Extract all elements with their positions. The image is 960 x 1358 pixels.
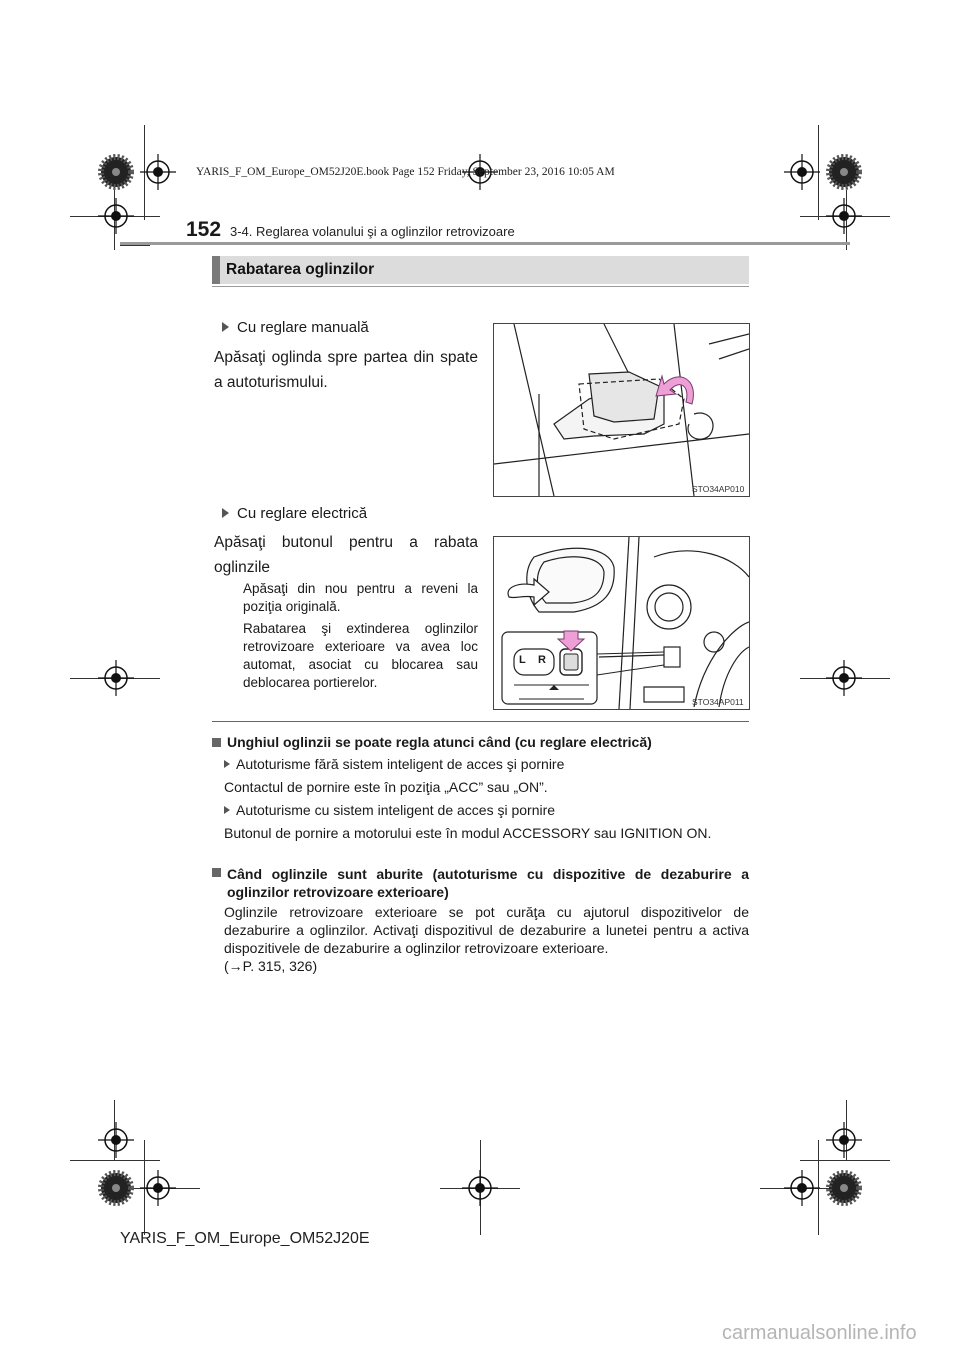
- manual-heading: [222, 319, 369, 336]
- info1-item2-label-text: Autoturisme cu sistem inteligent de acces şi pornire: [236, 802, 556, 818]
- section-divider: [212, 721, 749, 722]
- switch-right-label: R: [538, 654, 546, 666]
- section-header: [212, 256, 749, 284]
- info2-title-text: Când oglinzile sunt aburite (autoturisme cu dispozitive de dezaburire a oglinzilor retrovizoare exterioare): [227, 866, 749, 900]
- info2-ref: (→P. 315, 326): [224, 958, 318, 974]
- info2-title: [212, 865, 749, 901]
- chapter-title: 3-4. Reglarea volanului şi a oglinzilor retrovizoare: [230, 224, 515, 239]
- electric-heading-label: Cu reglare electrică: [237, 505, 368, 522]
- info1-title-text: Unghiul oglinzii se poate regla atunci când (cu reglare electrică): [227, 734, 652, 750]
- info1-item1-text: Contactul de pornire este în poziţia „ACC” sau „ON”.: [224, 779, 548, 795]
- section-rule: [212, 286, 749, 287]
- info1-item1-label-text: Autoturisme fără sistem inteligent de acces şi pornire: [236, 756, 565, 772]
- mirror-fold-illustration: [494, 324, 749, 496]
- info1-title: [212, 733, 749, 751]
- info1-item2-text: Butonul de pornire a motorului este în modul ACCESSORY sau IGNITION ON.: [224, 825, 712, 841]
- figure-code: STO34AP010: [692, 484, 745, 494]
- electric-heading: [222, 505, 367, 522]
- document-code: YARIS_F_OM_Europe_OM52J20E: [120, 1230, 370, 1247]
- arrow-bullet-icon: [222, 322, 229, 332]
- switch-left-label: L: [519, 654, 526, 666]
- square-bullet-icon: [212, 738, 221, 747]
- section-title: Rabatarea oglinzilor: [226, 261, 375, 278]
- square-bullet-icon: [212, 868, 221, 877]
- figure-manual-mirror: [493, 323, 750, 497]
- mirror-switch-illustration: [494, 537, 749, 709]
- electric-text: Apăsaţi butonul pentru a rabata oglinzile: [214, 534, 478, 576]
- manual-text: Apăsaţi oglinda spre partea din spate a autoturismului.: [214, 349, 478, 391]
- figure-electric-mirror: [493, 536, 750, 710]
- arrow-bullet-icon: [224, 760, 230, 768]
- arrow-bullet-icon: [222, 508, 229, 518]
- info1-item2-label: [224, 801, 749, 819]
- header-rule: [120, 242, 850, 245]
- electric-note-2: Rabatarea şi extinderea oglinzilor retrovizoare exterioare va avea loc automat, asociat cu blocarea sau deblocarea portierelor.: [243, 621, 478, 690]
- manual-heading-label: Cu reglare manuală: [237, 319, 369, 336]
- info2-text: Oglinzile retrovizoare exterioare se pot curăţa cu ajutorul dispozitivelor de dezaburire a oglinzilor. Activaţi dispozitivul de dezaburire a lunetei pentru a activa dispozitivele de dezaburire a oglinzilor retrovizoare exterioare.: [224, 904, 749, 956]
- info1-item1-label: [224, 755, 749, 773]
- book-info: YARIS_F_OM_Europe_OM52J20E.book Page 152 Friday, September 23, 2016 10:05 AM: [196, 166, 615, 178]
- electric-note-1: Apăsaţi din nou pentru a reveni la poziţia originală.: [243, 581, 478, 614]
- watermark: carmanualsonline.info: [722, 1322, 917, 1344]
- arrow-bullet-icon: [224, 806, 230, 814]
- page-number: 152: [186, 218, 222, 241]
- figure-code: STO34AP011: [692, 697, 744, 707]
